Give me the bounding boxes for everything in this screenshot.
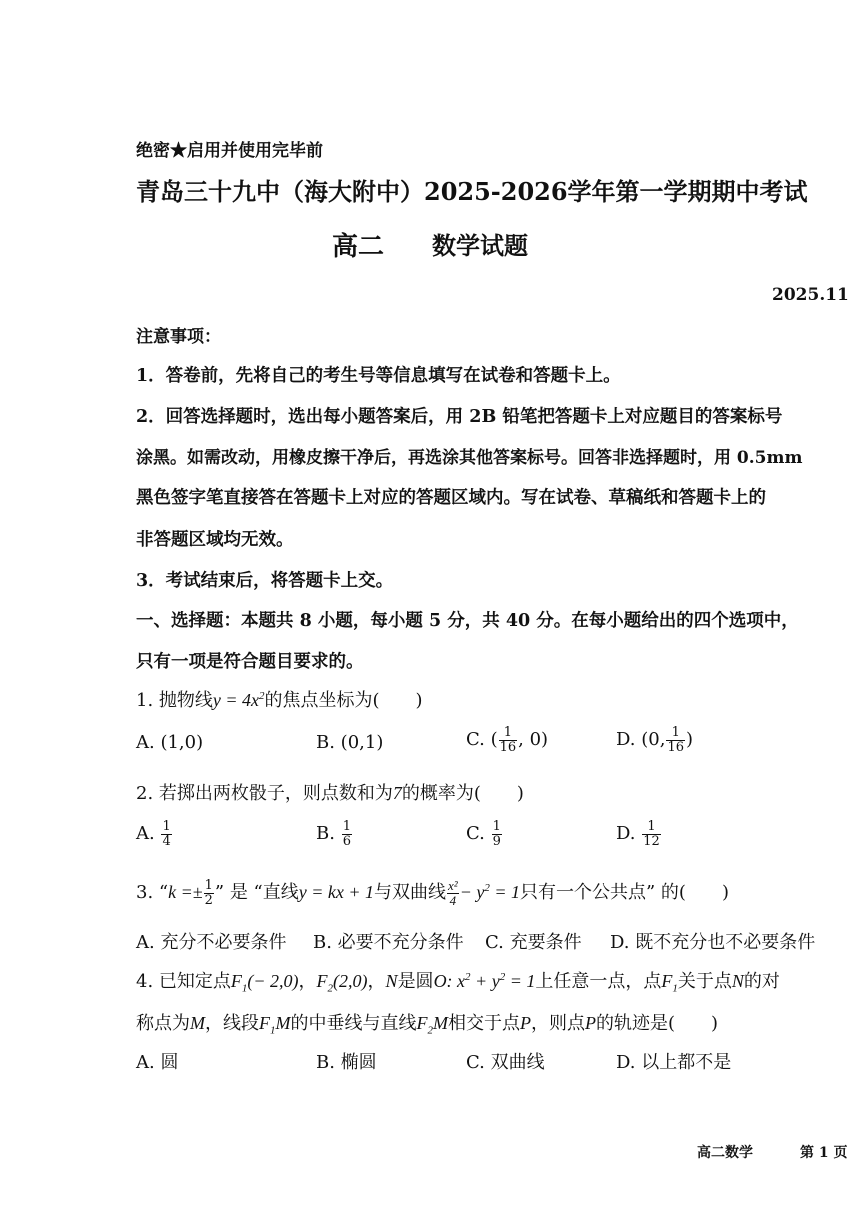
notice-item-2-line-4: 非答题区域均无效。 — [136, 530, 294, 550]
section-1-instruction-line-1: 一、选择题：本题共 8 小题，每小题 5 分，共 40 分。在每小题给出的四个选项中， — [136, 611, 799, 631]
q4-option-c[interactable]: C. 双曲线 — [466, 1052, 545, 1073]
question-2-stem: 2. 若掷出两枚骰子，则点数和为7的概率为( ) — [136, 783, 524, 804]
footer-page-number: 第 1 页 — [800, 1145, 848, 1161]
section-1-instruction-line-2: 只有一项是符合题目要求的。 — [136, 652, 364, 672]
q1-prefix: 1. 抛物线 — [136, 690, 213, 711]
q4-option-d[interactable]: D. 以上都不是 — [616, 1052, 732, 1073]
question-1-stem — [136, 686, 423, 712]
exam-date: 2025.11 — [772, 285, 849, 305]
q3-option-b[interactable]: B. 必要不充分条件 — [313, 932, 464, 953]
q1-option-a[interactable]: A. (1,0) — [136, 732, 204, 753]
q3-option-c[interactable]: C. 充要条件 — [485, 932, 582, 953]
notice-item-1: 1．答卷前，先将自己的考生号等信息填写在试卷和答题卡上。 — [136, 366, 621, 386]
q3-option-d[interactable]: D. 既不充分也不必要条件 — [610, 932, 816, 953]
grade-label: 高二 — [332, 232, 385, 262]
q1-suffix: 的焦点坐标为( ) — [264, 690, 423, 711]
q1-option-b[interactable]: B. (0,1) — [316, 732, 384, 753]
q1-option-d[interactable]: D. (0, $\frac{1}{16}$ ) — [616, 725, 694, 755]
footer-subject: 高二数学 — [697, 1145, 753, 1161]
question-3-stem: 3. “k =± $\frac{1}{2}$ ” 是 “直线y = kx + 1与双曲线 $\frac{\text{x²}}{4}$ − $y^2 = 1$只有一个公共点” 的( ) — [136, 877, 729, 908]
subject-title: 数学试题 — [432, 231, 528, 260]
school-exam-title: 青岛三十九中（海大附中）2025-2026学年第一学期期中考试 — [136, 177, 808, 206]
q1-option-c[interactable]: C. ( $\frac{1}{16}$ , 0) — [466, 725, 549, 755]
question-4-stem-line-1: 4. 已知定点$F_1(- 2,0)$，$F_2(2,0)$，N是圆O: $x^2 + y^2 = 1$上任意一点，点$F_1$关于点N的对 — [136, 971, 780, 995]
q2-option-a[interactable]: A. $\frac{1}{4}$ — [136, 819, 171, 849]
q4-option-b[interactable]: B. 椭圆 — [316, 1052, 377, 1073]
q2-option-b[interactable]: B. $\frac{1}{6}$ — [316, 819, 351, 849]
q3-option-a[interactable]: A. 充分不必要条件 — [136, 932, 287, 953]
q4-option-a[interactable]: A. 圆 — [136, 1052, 179, 1073]
notice-item-2-line-3: 黑色签字笔直接答在答题卡上对应的答题区域内。写在试卷、草稿纸和答题卡上的 — [136, 488, 766, 508]
notice-item-3: 3．考试结束后，将答题卡上交。 — [136, 571, 394, 591]
notice-item-2-line-1: 2．回答选择题时，选出每小题答案后，用 2B 铅笔把答题卡上对应题目的答案标号 — [136, 407, 783, 427]
q1-equation: $y = 4x^2$ — [212, 690, 265, 710]
confidential-label: 绝密★启用并使用完毕前 — [136, 141, 323, 161]
question-4-stem-line-2: 称点为M，线段$F_1M$的中垂线与直线$F_2M$相交于点P，则点P的轨迹是( ) — [136, 1013, 719, 1037]
q2-option-c[interactable]: C. $\frac{1}{9}$ — [466, 819, 501, 849]
notice-heading: 注意事项： — [136, 327, 221, 347]
q2-option-d[interactable]: D. $\frac{1}{12}$ — [616, 819, 660, 849]
notice-item-2-line-2: 涂黑。如需改动，用橡皮擦干净后，再选涂其他答案标号。回答非选择题时，用 0.5mm — [136, 448, 803, 468]
